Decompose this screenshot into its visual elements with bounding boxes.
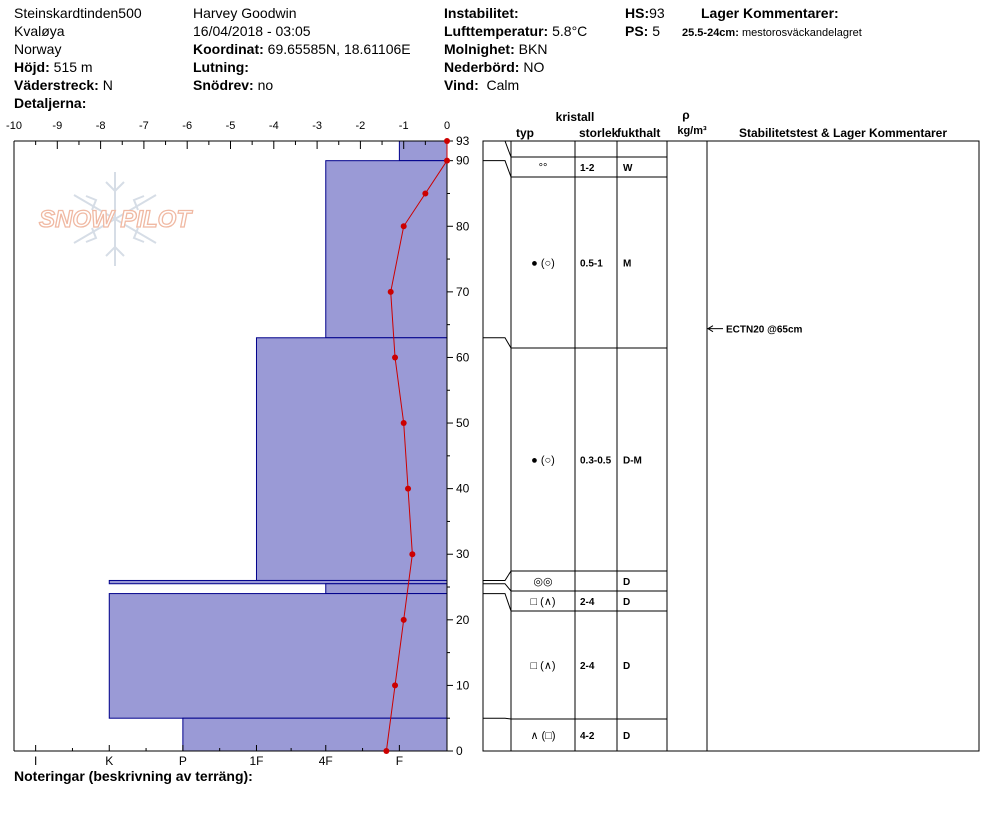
temp-tick-label: -1 xyxy=(398,120,409,132)
height-tick-label: 0 xyxy=(456,744,463,758)
hardness-tick-label: P xyxy=(178,754,187,768)
coordinate-value: 69.65585N, 18.61106E xyxy=(267,41,411,57)
temp-tick-label: -8 xyxy=(95,120,106,132)
temperature-point xyxy=(401,420,407,426)
header-kristall: kristall xyxy=(555,110,595,124)
stability-test-label: ECTN20 @65cm xyxy=(726,324,803,336)
region-name: Kvaløya xyxy=(14,23,65,39)
layer-grain-type: °° xyxy=(538,162,548,174)
temperature-point xyxy=(392,682,398,688)
height-tick-label: 30 xyxy=(456,547,470,562)
temperature-point xyxy=(383,748,389,754)
hs-value: 93 xyxy=(649,5,665,21)
temp-tick-label: -9 xyxy=(52,120,63,132)
header-comments: Stabilitetstest & Lager Kommentarer xyxy=(738,126,948,140)
temperature-point xyxy=(392,354,398,360)
temperature-point xyxy=(401,223,407,229)
snow-pilot-logo xyxy=(39,172,193,266)
layer-comment-text: mestorosväckandelagret xyxy=(741,27,862,39)
hardness-bar xyxy=(326,584,447,594)
ps-label: PS: xyxy=(625,23,649,39)
height-tick-label: 50 xyxy=(456,416,470,431)
height-tick-label: 10 xyxy=(456,678,470,693)
cloud-value: BKN xyxy=(518,41,548,57)
header-storlek: storlek xyxy=(579,126,619,140)
slope-label: Lutning: xyxy=(193,59,249,75)
elevation-label: Höjd: xyxy=(14,59,50,75)
height-tick-label: 90 xyxy=(456,153,470,168)
layer-connector xyxy=(483,584,511,591)
temperature-point xyxy=(444,158,450,164)
layer-connector xyxy=(483,161,511,177)
terrain-notes-label: Noteringar (beskrivning av terräng): xyxy=(14,768,253,784)
layer-grain-size: 2-4 xyxy=(580,597,595,608)
layer-connector xyxy=(483,718,511,719)
layer-connector xyxy=(483,338,511,348)
layer-moisture: W xyxy=(623,163,633,174)
site-name: Steinskardtinden500 xyxy=(14,5,142,21)
layer-grain-type: ● (○) xyxy=(531,257,555,270)
wind-label: Vind: xyxy=(444,77,479,93)
temp-tick-label: -3 xyxy=(312,120,322,132)
temp-tick-label: 0 xyxy=(443,120,451,132)
details-label: Detaljerna: xyxy=(14,95,87,111)
layer-moisture: D xyxy=(623,661,631,672)
layer-moisture: D xyxy=(623,731,631,742)
layer-grain-type: ∧ (□) xyxy=(530,730,556,742)
country-name: Norway xyxy=(14,41,62,57)
hardness-tick-label: 4F xyxy=(318,754,333,768)
layer-grain-size: 0.3-0.5 xyxy=(580,455,612,467)
temp-tick-label: -6 xyxy=(182,120,193,132)
ps-value: 5 xyxy=(652,23,661,39)
layer-grain-type: ● (○) xyxy=(531,454,555,467)
header-fukthalt: fukthalt xyxy=(617,126,661,140)
layer-moisture: M xyxy=(623,258,632,270)
layer-comment-range: 25.5-24cm: xyxy=(682,27,739,39)
coordinate-label: Koordinat: xyxy=(193,41,264,57)
temperature-point xyxy=(388,289,394,295)
temp-tick-label: -4 xyxy=(268,120,279,132)
height-tick-label: 93 xyxy=(456,134,470,148)
height-tick-label: 40 xyxy=(456,481,470,496)
cloud-label: Molnighet: xyxy=(444,41,515,57)
precip-label: Nederbörd: xyxy=(444,59,520,75)
temp-tick-label: -2 xyxy=(355,120,366,132)
hardness-bar xyxy=(183,718,447,751)
header-rho: ρ xyxy=(682,108,690,122)
layer-grain-type: □ (∧) xyxy=(530,596,556,608)
hardness-tick-label: I xyxy=(33,754,38,768)
precip-value: NO xyxy=(523,59,545,75)
temp-tick-label: -10 xyxy=(6,120,22,132)
layer-grain-type: ◎◎ xyxy=(533,576,553,588)
observer-name: Harvey Goodwin xyxy=(193,5,297,21)
instability-label: Instabilitet: xyxy=(444,5,519,21)
hardness-bar xyxy=(326,161,447,338)
height-tick-label: 20 xyxy=(456,612,470,627)
hardness-bar xyxy=(399,141,447,161)
wind-drift-value: no xyxy=(257,77,274,93)
hardness-tick-label: 1F xyxy=(249,754,264,768)
wind-value: Calm xyxy=(486,77,520,93)
temperature-point xyxy=(405,486,411,492)
air-temp-label: Lufttemperatur: xyxy=(444,23,549,39)
temperature-point xyxy=(401,617,407,623)
table-frame xyxy=(483,141,979,751)
layer-grain-size: 4-2 xyxy=(580,731,595,742)
layer-comments-title: Lager Kommentarer: xyxy=(701,5,839,21)
layer-grain-size: 0.5-1 xyxy=(580,258,603,270)
hardness-tick-label: F xyxy=(395,754,404,768)
layer-grain-type: □ (∧) xyxy=(530,660,556,672)
elevation-value: 515 m xyxy=(53,59,93,75)
layer-grain-size: 2-4 xyxy=(580,661,595,672)
height-tick-label: 60 xyxy=(456,350,470,365)
aspect-value: N xyxy=(102,77,113,93)
header-typ: typ xyxy=(516,126,534,140)
temperature-point xyxy=(422,190,428,196)
height-tick-label: 70 xyxy=(456,284,470,299)
wind-drift-label: Snödrev: xyxy=(193,77,254,93)
layer-moisture: D xyxy=(623,597,631,608)
temperature-point xyxy=(409,551,415,557)
layer-connector xyxy=(483,141,511,157)
aspect-label: Väderstreck: xyxy=(14,77,99,93)
temperature-point xyxy=(444,138,450,144)
temp-tick-label: -5 xyxy=(225,120,236,132)
header-density-unit: kg/m³ xyxy=(677,125,707,137)
hardness-tick-label: K xyxy=(105,754,114,768)
air-temp-value: 5.8°C xyxy=(552,23,588,39)
layer-connector xyxy=(483,594,511,611)
logo-text: SNOW PILOT xyxy=(39,206,191,233)
layer-connector xyxy=(483,571,511,580)
layer-grain-size: 1-2 xyxy=(580,163,595,174)
temp-tick-label: -7 xyxy=(139,120,149,132)
hs-label: HS: xyxy=(625,5,650,21)
layer-moisture: D-M xyxy=(623,455,642,467)
hardness-bar xyxy=(256,338,447,581)
observation-datetime: 16/04/2018 - 03:05 xyxy=(193,23,311,39)
layer-table xyxy=(483,108,979,751)
height-tick-label: 80 xyxy=(456,219,470,234)
layer-moisture: D xyxy=(623,577,631,588)
hardness-bar xyxy=(109,594,447,719)
